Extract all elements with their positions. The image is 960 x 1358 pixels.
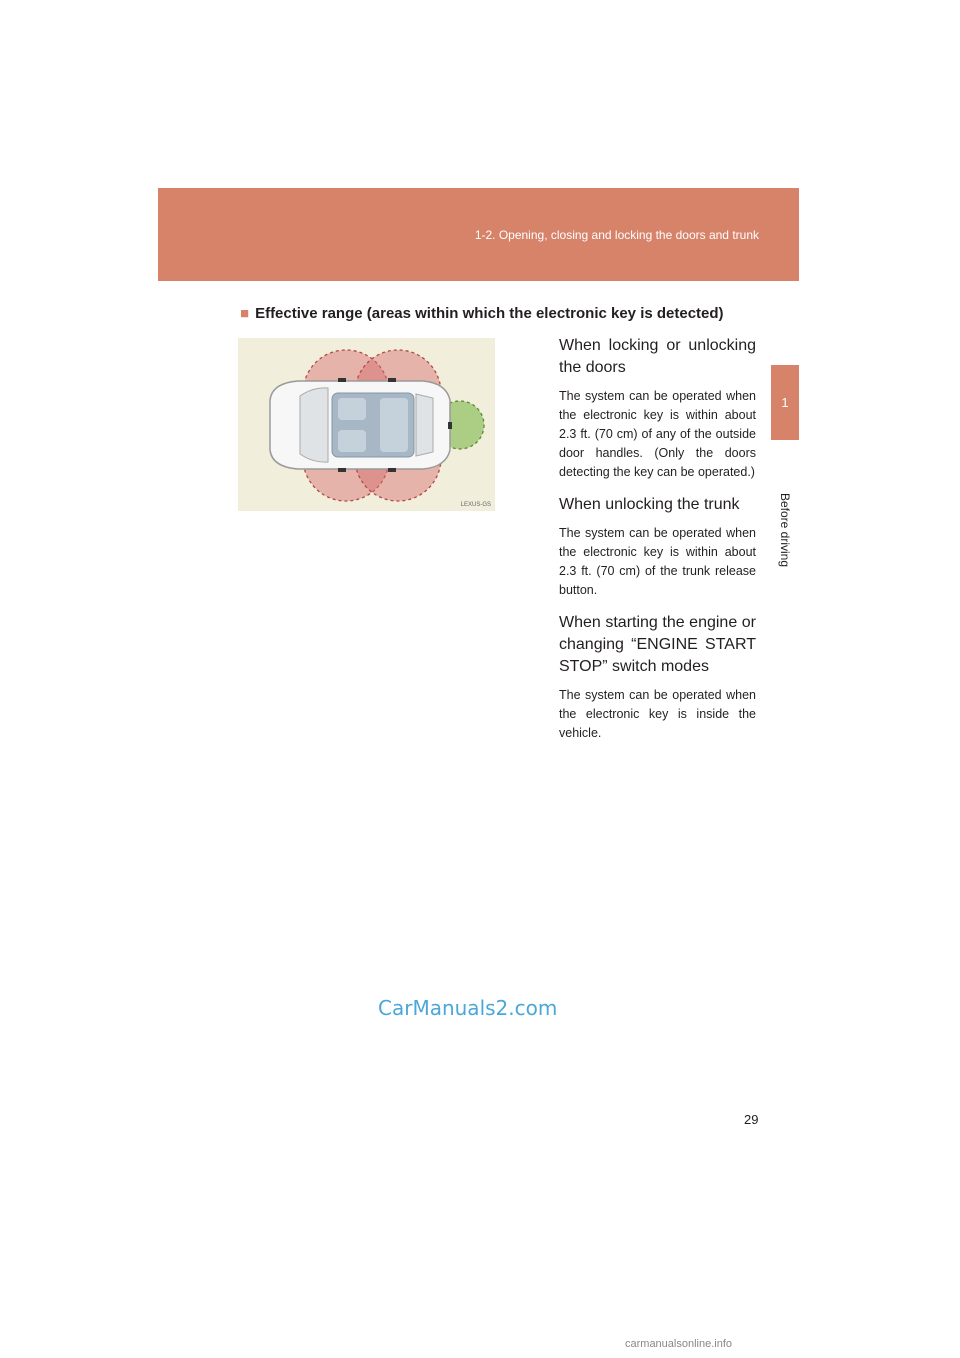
- chapter-side-label: [771, 470, 799, 590]
- chapter-header-band: [158, 188, 799, 281]
- square-bullet-icon: ■: [240, 305, 250, 322]
- car-range-diagram: [238, 338, 495, 511]
- page-number: 29: [744, 1112, 759, 1127]
- block-text: The system can be operated when the electronic key is within about 2.3 ft. (70 cm) of any of the outside door handles. (Only the doors detecting the key can be operated.): [559, 389, 756, 479]
- block-starting-engine: [559, 612, 756, 743]
- description-column: [559, 335, 756, 755]
- block-title: When unlocking the trunk: [559, 496, 740, 513]
- chapter-title: 1-2. Opening, closing and locking the doors and trunk: [474, 228, 759, 242]
- section-heading: [240, 305, 770, 322]
- chapter-side-label-text: Before driving: [778, 492, 793, 568]
- block-text: The system can be operated when the electronic key is inside the vehicle.: [559, 688, 756, 740]
- car-top-view: [270, 381, 450, 469]
- effective-range-figure: [238, 338, 495, 511]
- block-locking-doors: [559, 335, 756, 482]
- section-heading-text: Effective range (areas within which the electronic key is detected): [255, 305, 724, 322]
- watermark-link[interactable]: CarManuals2.com: [378, 996, 558, 1020]
- block-title: When locking or unlocking the doors: [559, 337, 756, 376]
- block-title: When starting the engine or changing “ENGINE START STOP” switch modes: [559, 614, 756, 675]
- chapter-number-tab: 1: [771, 365, 799, 440]
- footer-watermark: carmanualsonline.info: [625, 1338, 733, 1350]
- figure-code: LEXUS-GS: [460, 502, 491, 508]
- block-unlocking-trunk: [559, 494, 756, 600]
- block-text: The system can be operated when the electronic key is within about 2.3 ft. (70 cm) of the trunk release button.: [559, 526, 756, 597]
